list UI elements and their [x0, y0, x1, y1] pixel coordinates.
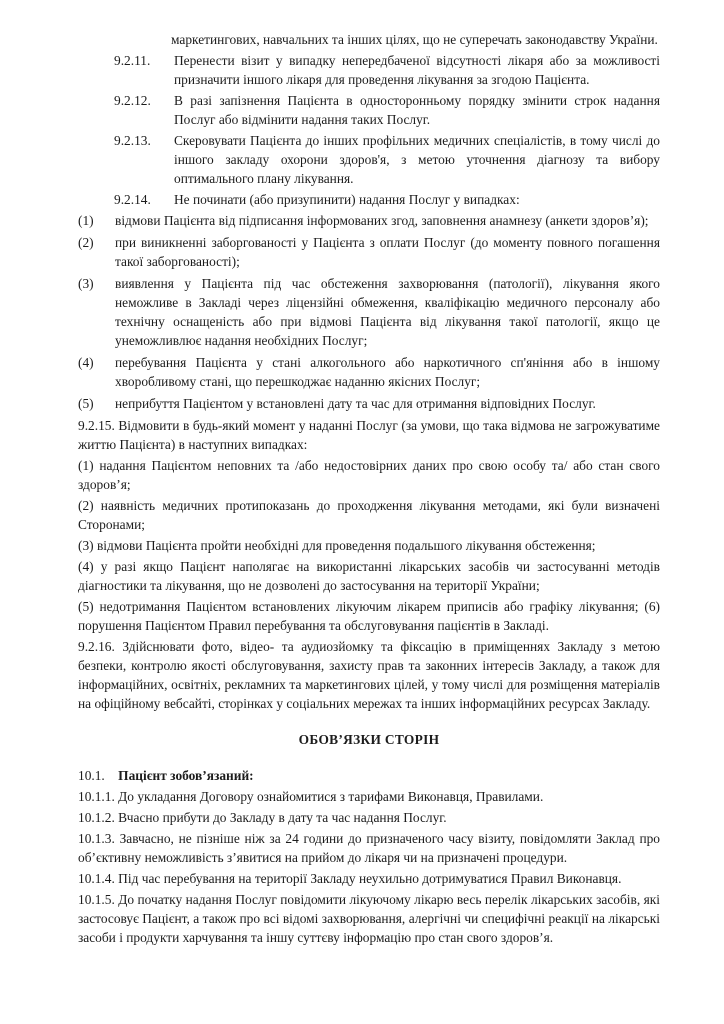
list-item-text: виявлення у Пацієнта під час обстеження захворювання (патології), лікування якого неможливе в Закладі через ліцензійні обмеження, кваліфікацію медичного персоналу або технічну оснащеність або при відмові Пацієнта від лікування такої патології, якщо це унеможливлює надання необхідних Послуг; [115, 276, 660, 348]
clause-number: 9.2.12. [114, 93, 151, 108]
clause-9-2-12 [78, 91, 660, 129]
continuation-paragraph: маркетингових, навчальних та інших цілях, що не суперечать законодавству України. [171, 32, 658, 47]
list-item [78, 274, 660, 350]
clause-10-1-1: 10.1.1. До укладання Договору ознайомитися з тарифами Виконавця, Правилами. [78, 789, 544, 804]
clause-text: Скеровувати Пацієнта до інших профільних медичних спеціалістів, в тому числі до іншого закладу охорони здоров'я, з метою уточнення діагнозу та вибору оптимального плану лікування. [174, 133, 660, 186]
clause-10-1-2: 10.1.2. Вчасно прибути до Закладу в дату та час надання Послуг. [78, 810, 447, 825]
list-item: (4) у разі якщо Пацієнт наполягає на використанні лікарських засобів чи застосуванні методів діагностики та лікування, що не дозволені до застосування на території України; [78, 559, 660, 593]
clause-9-2-16: 9.2.16. Здійснювати фото, відео- та аудиозйомку та фіксацію в приміщеннях Закладу з метою безпеки, контролю якості обслуговування, захисту прав та законних інтересів Закладу, а також для інформаційних, освітніх, рекламних та маркетингових цілей, у тому числі для розміщення матеріалів на офіційному вебсайті, сторінках у соціальних мережах та інших інформаційних ресурсах Закладу. [78, 639, 660, 711]
clause-number: 9.2.11. [114, 53, 151, 68]
clause-9-2-11 [78, 51, 660, 89]
clause-text: Не починати (або призупинити) надання Послуг у випадках: [174, 192, 520, 207]
clause-10-1-5: 10.1.5. До початку надання Послуг повідомити лікуючому лікарю весь перелік лікарських засобів, які застосовує Пацієнт, а також про всі відомі захворювання, алергічні чи специфічні реакції на лікарські засоби і продукти харчування та іншу суттєву інформацію про стан свого здоров’я. [78, 892, 660, 945]
clause-10-1 [78, 766, 660, 785]
clause-number: 9.2.14. [114, 192, 151, 207]
clause-number: 9.2.13. [114, 133, 151, 148]
list-item [78, 394, 660, 413]
clause-9-2-15: 9.2.15. Відмовити в будь-який момент у наданні Послуг (за умови, що така відмова не загрожуватиме життю Пацієнта) в наступних випадках: [78, 418, 660, 452]
clause-title: Пацієнт зобов’язаний: [118, 768, 254, 783]
clause-number: 10.1. [78, 768, 105, 783]
list-item-number: (1) [78, 213, 94, 228]
list-item: (2) наявність медичних протипоказань до проходження лікування методами, які були визначені Сторонами; [78, 498, 660, 532]
clause-9-2-13 [78, 131, 660, 188]
section-heading: ОБОВ’ЯЗКИ СТОРІН [298, 732, 440, 747]
clause-9-2-14 [78, 190, 660, 209]
clause-10-1-4: 10.1.4. Під час перебування на території Закладу неухильно дотримуватися Правил Виконавця. [78, 871, 622, 886]
clause-text: Перенести візит у випадку непередбаченої відсутності лікаря або за можливості призначити іншого лікаря для проведення лікування за згодою Пацієнта. [174, 53, 660, 87]
list-item-number: (2) [78, 235, 94, 250]
list-item-number: (5) [78, 396, 94, 411]
list-item-text: перебування Пацієнта у стані алкогольного або наркотичного сп'яніння або в іншому хворобливому стані, що перешкоджає наданню якісних Послуг; [115, 355, 660, 389]
list-item-number: (4) [78, 355, 94, 370]
list-item-text: неприбуття Пацієнтом у встановлені дату та час для отримання відповідних Послуг. [115, 396, 596, 411]
clause-text: В разі запізнення Пацієнта в односторонньому порядку змінити строк надання Послуг або відмінити надання таких Послуг. [174, 93, 660, 127]
list-item: (3) відмови Пацієнта пройти необхідні для проведення подальшого лікування обстеження; [78, 538, 596, 553]
list-item: (1) надання Пацієнтом неповних та /або недостовірних даних про свою особу та/ або стан свого здоров’я; [78, 458, 660, 492]
list-item [78, 211, 660, 230]
list-item: (5) недотримання Пацієнтом встановлених лікуючим лікарем приписів або графіку лікування; (6) порушення Пацієнтом Правил перебування та обслуговування пацієнтів в Закладі. [78, 599, 660, 633]
list-item-text: відмови Пацієнта від підписання інформованих згод, заповнення анамнезу (анкети здоров’я); [115, 213, 649, 228]
list-item-text: при виникненні заборгованості у Пацієнта з оплати Послуг (до моменту повного погашення такої заборгованості); [115, 235, 660, 269]
list-item-number: (3) [78, 276, 94, 291]
list-item [78, 233, 660, 271]
list-item [78, 353, 660, 391]
clause-10-1-3: 10.1.3. Завчасно, не пізніше ніж за 24 години до призначеного часу візиту, повідомляти Заклад про об’єктивну неможливість з’явитися на прийом до лікаря чи на призначені процедури. [78, 831, 660, 865]
